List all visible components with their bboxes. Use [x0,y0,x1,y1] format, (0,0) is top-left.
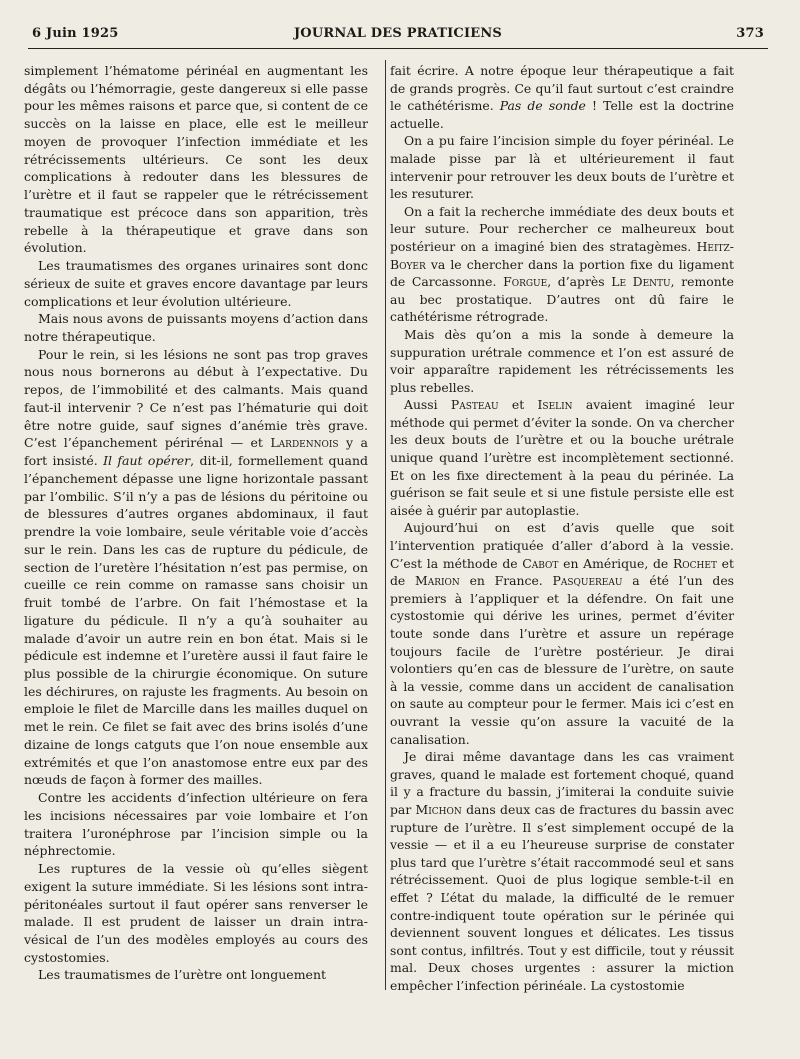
text-run: en France. [459,573,553,589]
paragraph [390,396,734,519]
author-name: Lardennois [270,435,339,451]
text-run: va le chercher dans la portion fixe du ligament de Carcassonne. [390,256,734,290]
paragraph [24,346,368,789]
header-rule [28,48,768,49]
text-run: Aujourd’hui on est d’avis quelle que soit l’intervention pratiquée d’aller d’abord à la vessie. C’est la méthode de [390,520,734,571]
paragraph [390,203,734,326]
paragraph [390,748,734,994]
author-name: Heitz-Boyer [390,238,734,272]
text-run: , remonte au bec prostatique. D’autres ont dû faire le cathétérisme rétrograde. [390,274,734,325]
author-name: Rochet [672,555,717,571]
text-run: Pour le rein, si les lésions ne sont pas trop graves nous nous bornerons au début à l’expectative. Du repos, de l’immobilité et des calmants. Mais quand faut-il intervenir ? Ce n’est pas l’hématurie qui doit être notre guide, sauf signes d’anémie très grave. C’est l’épanchement périrénal — et [24,346,368,451]
paragraph: Les traumatismes de l’urètre ont longuement [38,967,327,983]
paragraph [390,519,734,748]
italic-phrase: Il faut opérer [103,453,191,469]
text-run: , d’après [547,274,612,290]
paragraph: Les ruptures de la vessie où qu’elles siègent exigent la suture immédiate. Si les lésions sont intra-péritonéales surtout il faut opérer sans renverser le malade. Il est prudent de laisser un drain intra-vésical de l’un des modèles employés au cours des cystostomies. [24,861,368,965]
column-divider [385,60,386,990]
author-name: Iselin [537,397,573,413]
text-run: et de [390,555,734,589]
text-run: Aussi [404,397,451,413]
text-run: et [498,397,538,413]
text-run: en Amérique, de [558,555,673,571]
author-name: Michon [415,801,462,817]
left-column [24,62,368,984]
paragraph: Contre les accidents d’infection ultérieure on fera les incisions nécessaires par voie lombaire et l’on traitera l’uronéphrose par l’incision simple ou la néphrectomie. [24,790,368,859]
author-name: Forgue [503,274,548,290]
text-run: y a fort insisté. [24,435,368,469]
paragraph: Mais nous avons de puissants moyens d’action dans notre thérapeutique. [24,311,368,345]
author-name: Le Dentu [611,274,671,290]
paragraph: simplement l’hématome périnéal en augmentant les dégâts ou l’hémorragie, geste dangereux si elle passe pour les mêmes raisons et parce que, si content de ce succès on la laisse en place, elle est le meilleur moyen de provoquer l’infection immédiate et les rétrécissements ultérieurs. Ce sont les deux complications à redouter dans les blessures de l’urètre et il faut se rappeler que le rétrécissement traumatique est précoce dans son apparition, très rebelle à la thérapeutique et grave dans son évolution. [24,63,368,256]
text-run: On a fait la recherche immédiate des deux bouts et leur suture. Pour rechercher ce malheureux bout postérieur on a imaginé bien des stratagèmes. [390,203,734,254]
text-run: avaient imaginé leur méthode qui permet d’éviter la sonde. On va chercher les deux bouts de l’urètre et ou la bouche urétrale unique quand l’urètre est incomplètement sectionné. Et on les fixe directement à la peau du périnée. La guérison se fait seule et si une fistule persiste elle est aisée à guérir par autoplastie. [390,397,734,518]
text-run: dans deux cas de fractures du bassin avec rupture de l’urètre. Il s’est simplement occupé de la vessie — et il a eu l’heureuse surprise de constater plus tard que l’urètre s’était raccommodé seul et sans rétrécissement. Quoi de plus logique semble-t-il en effet ? L’état du malade, la difficulté de le remuer contre-indiquent toute opération sur le périnée qui deviennent souvent longues et délicates. Les tissus sont contus, infiltrés. Tout y est difficile, tout y réussit mal. Deux choses urgentes : assurer la miction empêcher l’infection périnéale. La cystostomie [390,801,734,993]
italic-phrase: Pas de sonde [499,98,586,114]
author-name: Pasquereau [552,573,623,589]
author-name: Cabot [522,555,559,571]
author-name: Marion [415,573,460,589]
text-run: , dit-il, formellement quand l’épanchement dépasse une ligne horizontale passant par l’ombilic. S’il n’y a pas de lésions du péritoine ou de blessures d’autres organes abdominaux, il faut prendre la voie lombaire, seule véritable voie d’accès sur le rein. Dans les cas de rupture du pédicule, de section de l’uretère l’hésitation n’est pas permise, on cueille ce rein comme on ramasse sans choisir un fruit tombé de l’arbre. On fait l’hémostase et la ligature du pédicule. Il n’y a qu’à souhaiter au malade d’avoir un autre rein en bon état. Mais si le pédicule est indemne et l’uretère aussi il faut faire le plus possible de la chirurgie économique. On suture les déchirures, on rajuste les fragments. Au besoin on emploie le filet de Marcille dans les mailles duquel on met le rein. Ce filet se fait avec des brins isolés d’une dizaine de longs catguts que l’on noue ensemble aux extrémités et que l’on anastomose entre eux par des nœuds de façon à former des mailles. [24,453,369,788]
paragraph: On a pu faire l’incision simple du foyer périnéal. Le malade pisse par là et ultérieurement il faut intervenir pour retrouver les deux bouts de l’urètre et les resuturer. [390,133,734,202]
journal-title: JOURNAL DES PRATICIENS [293,26,503,41]
text-run: ! Telle est la doctrine actuelle. [390,98,734,131]
page-header [32,26,764,48]
text-run: Je dirai même davantage dans les cas vraiment graves, quand le malade est fortement choqué, quand il y a fracture du bassin, j’imiterai la conduite suivie par [390,749,734,817]
paragraph [390,62,734,132]
paragraph: Mais dès qu’on a mis la sonde à demeure la suppuration urétrale commence et l’on est assuré de voir apparaître rapidement les rétrécissements les plus rebelles. [390,326,734,395]
text-run: a été l’un des premiers à l’appliquer et la défendre. On fait une cystostomie qui dérive les urines, permet d’éviter toute sonde dans l’urètre et assure un repérage toujours facile de l’urètre postérieur. Je dirai volontiers qu’en cas de blessure de l’urètre, on saute à la vessie, comme dans un accident de canalisation on saute au compteur pour le fermer. Mais ici c’est en ouvrant la vessie qu’on assure la vacuité de la canalisation. [390,573,735,747]
page-number: 373 [736,26,764,41]
right-column [390,62,734,994]
paragraph: Les traumatismes des organes urinaires sont donc sérieux de suite et graves encore davantage par leurs complications et leur évolution ultérieure. [24,258,368,309]
text-run: fait écrire. A notre époque leur thérapeutique a fait de grands progrès. Ce qu’il faut surtout c’est craindre le cathétérisme. [390,63,734,114]
header-date: 6 Juin 1925 [32,26,119,41]
author-name: Pasteau [450,397,499,413]
